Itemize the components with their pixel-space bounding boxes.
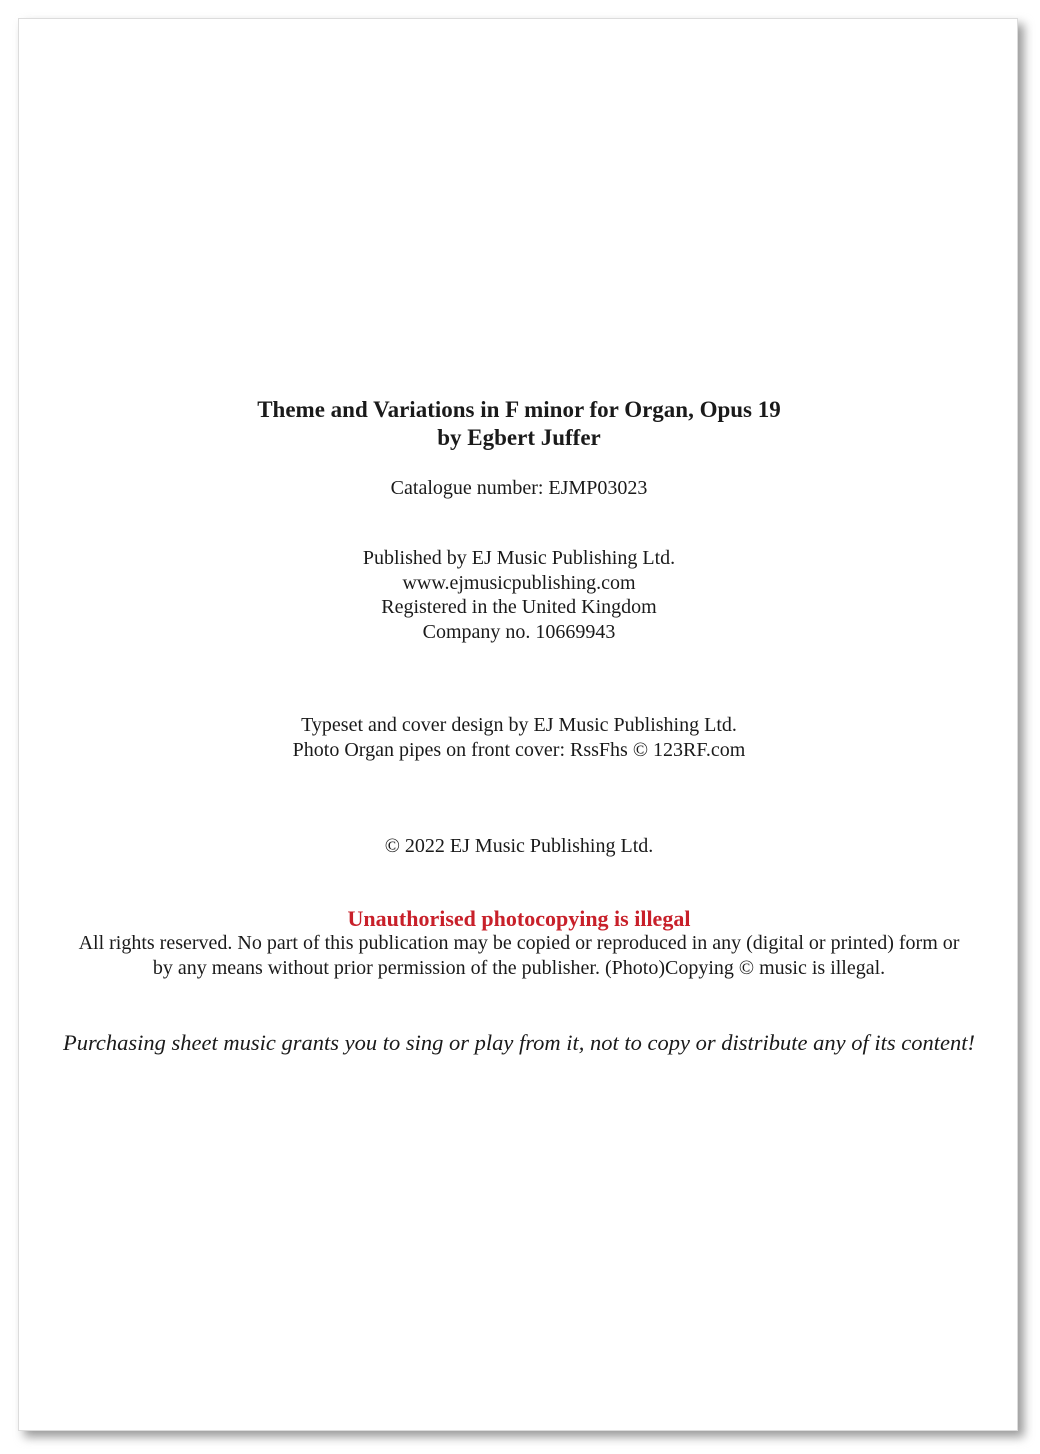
page-title: [19, 396, 1019, 452]
design-credits: [19, 713, 1019, 762]
photocopy-warning: [19, 906, 1019, 932]
rights-line-1: All rights reserved. No part of this publication may be copied or reproduced in any (digital or printed) form or: [78, 932, 960, 954]
document-page: [18, 18, 1018, 1431]
title-composer: by Egbert Juffer: [437, 425, 601, 450]
rights-line-2: by any means without prior permission of the publisher. (Photo)Copying © music is illegal.: [152, 956, 886, 979]
purchase-notice: [19, 1029, 1019, 1056]
publisher-website: www.ejmusicpublishing.com: [402, 571, 636, 594]
warning-text: Unauthorised photocopying is illegal: [347, 906, 691, 931]
publisher-registration: Registered in the United Kingdom: [381, 596, 657, 618]
title-work: Theme and Variations in F minor for Organ, Opus 19: [257, 397, 781, 422]
publisher-company-number: Company no. 10669943: [422, 620, 616, 643]
purchase-notice-text: Purchasing sheet music grants you to sing or play from it, not to copy or distribute any of its content!: [62, 1030, 975, 1055]
catalogue-number: [19, 476, 1019, 500]
photo-credit: Photo Organ pipes on front cover: RssFhs © 123RF.com: [292, 738, 746, 761]
publisher-name: Published by EJ Music Publishing Ltd.: [362, 547, 676, 569]
rights-statement: [19, 931, 1019, 980]
publisher-info: [19, 546, 1019, 644]
catalogue-text: Catalogue number: EJMP03023: [390, 477, 648, 499]
copyright-notice: [19, 834, 1019, 858]
copyright-text: © 2022 EJ Music Publishing Ltd.: [384, 835, 654, 857]
typeset-credit: Typeset and cover design by EJ Music Publishing Ltd.: [301, 714, 737, 736]
